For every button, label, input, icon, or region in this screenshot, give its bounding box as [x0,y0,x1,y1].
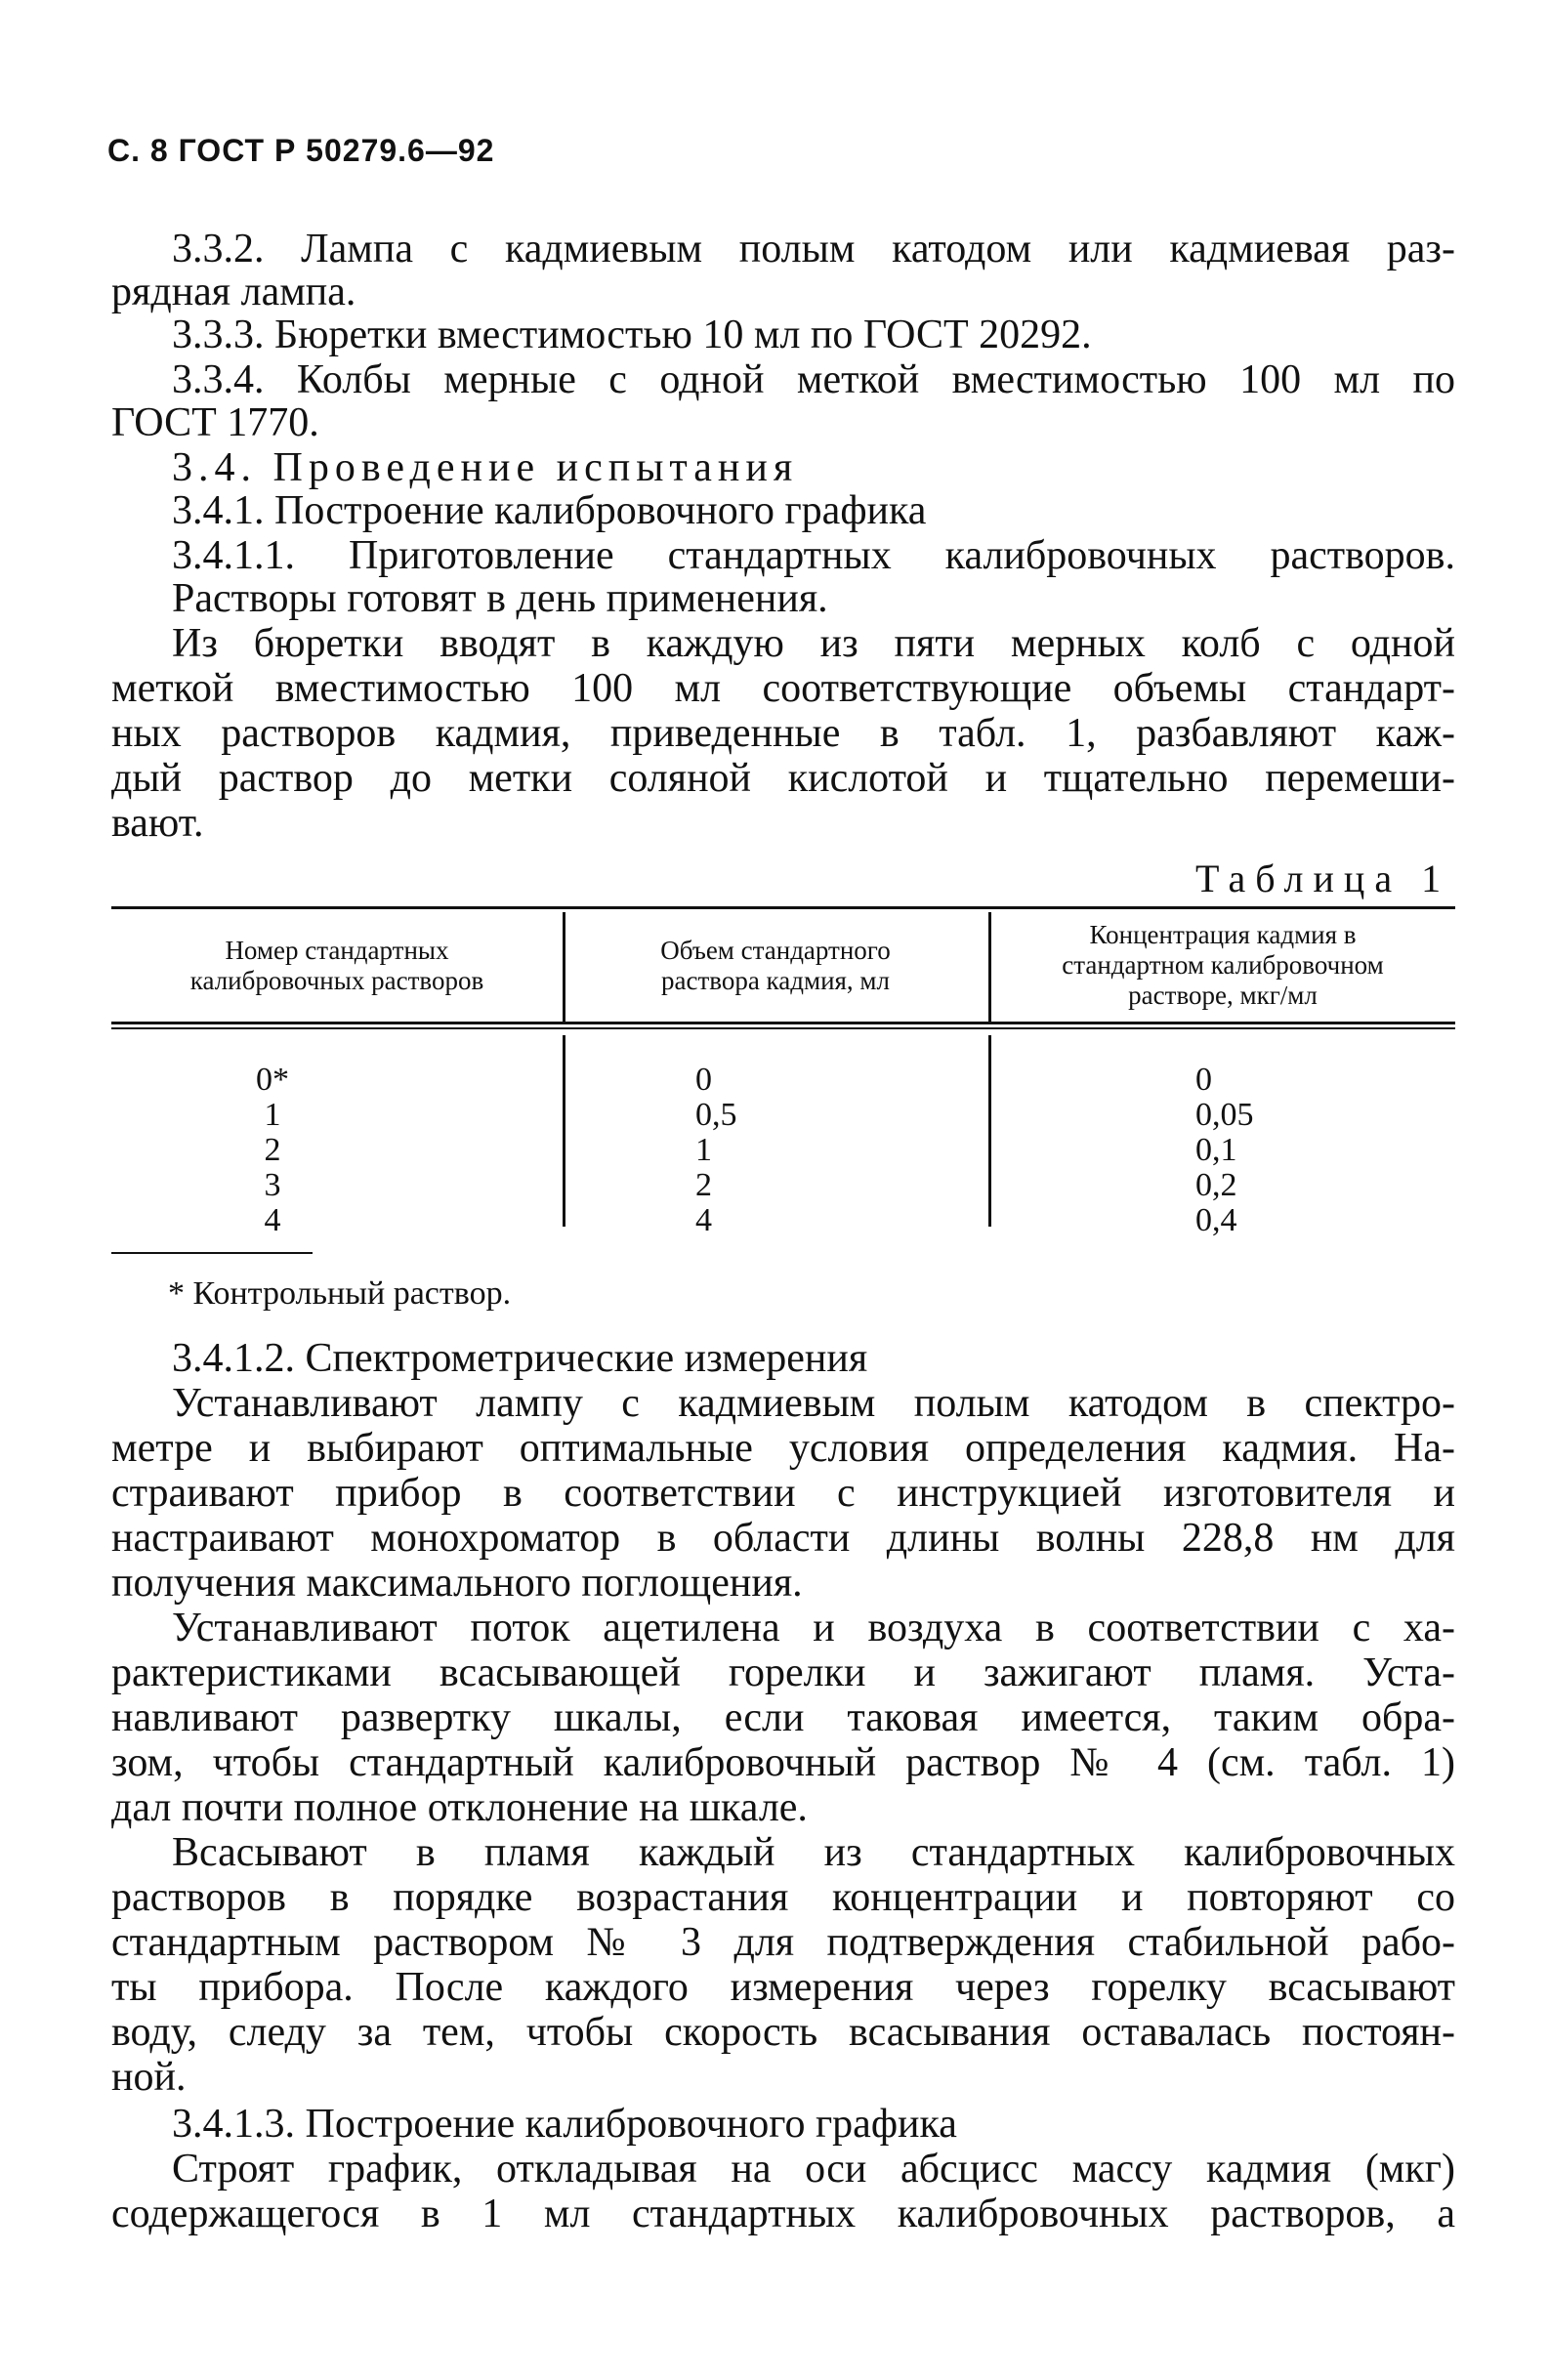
table-header-col-2-line-1: Объем стандартного [660,936,891,965]
para-a-line-2: метре и выбирают оптимальные условия определения кадмия. На- [111,1426,1455,1471]
table-cell: 1 [264,1097,281,1133]
table-cell: 2 [695,1167,712,1203]
table-vline-2-body [988,1035,991,1227]
table-cell: 0 [1195,1062,1212,1098]
table-header-col-1-line-1: Номер стандартных [225,936,449,965]
table-header-col-2-line-2: раствора кадмия, мл [660,966,890,995]
para-intro-line-3: ных растворов кадмия, приведенные в табл. 1, разбавляют каж- [111,711,1455,756]
table-cell: 0,05 [1195,1097,1254,1133]
para-b-line-5: дал почти полное отклонение на шкале. [111,1785,808,1830]
table-1 [111,906,1455,1238]
table-cell: 3 [264,1167,281,1203]
para-a-line-4: настраивают монохроматор в области длины волны 228,8 нм для [111,1516,1455,1561]
para-a-line-5: получения максимального поглощения. [111,1561,803,1606]
table-header-col-1 [111,936,563,996]
table-title: Таблица 1 [1195,856,1451,900]
para-c-line-5: воду, следу за тем, чтобы скорость всасывания оставалась постоян- [111,2010,1455,2055]
table-cell: 4 [264,1202,281,1238]
para-intro-line-2: меткой вместимостью 100 мл соответствующие объемы стандарт- [111,666,1455,711]
table-cell: 0,2 [1195,1167,1237,1203]
para-intro-line-4: дый раствор до метки соляной кислотой и тщательно перемеши- [111,756,1455,801]
para-3-3-4-line-1: 3.3.4. Колбы мерные с одной меткой вместимостью 100 мл по [172,357,1455,402]
table-header-col-2 [563,936,988,996]
para-3-3-4-line-2: ГОСТ 1770. [111,400,319,445]
table-footnote: * Контрольный раствор. [168,1275,512,1312]
table-col-2-values [695,1063,813,1238]
para-c-line-6: ной. [111,2055,187,2100]
table-header-col-3 [990,920,1455,1011]
para-b-line-3: навливают развертку шкалы, если таковая имеется, таким обра- [111,1695,1455,1740]
table-header-col-3-line-3: растворе, мкг/мл [1128,981,1318,1010]
table-header-col-3-line-1: Концентрация кадмия в [1089,920,1357,949]
para-3-4-1-1-line-1: 3.4.1.1. Приготовление стандартных калибровочных растворов. [172,533,1455,578]
table-cell: 4 [695,1202,712,1238]
para-intro-line-1: Из бюретки вводят в каждую из пяти мерных колб с одной [172,621,1455,666]
table-header-rule [111,1022,1455,1024]
table-cell: 1 [695,1132,712,1168]
table-header-rule-double [111,1027,1455,1029]
table-col-1-values [229,1063,316,1238]
para-d-line-2: содержащегося в 1 мл стандартных калибровочных растворов, а [111,2192,1455,2236]
table-top-rule [111,906,1455,909]
para-c-line-4: ты прибора. После каждого измерения через горелку всасывают [111,1965,1455,2010]
para-a-line-3: страивают прибор в соответствии с инструкцией изготовителя и [111,1471,1455,1516]
table-header-col-3-line-2: стандартном калибровочном [1062,950,1384,980]
table-vline-1-body [563,1035,565,1227]
para-b-line-4: зом, чтобы стандартный калибровочный раствор № 4 (см. табл. 1) [111,1740,1455,1785]
table-col-3-values [1195,1063,1313,1238]
section-3-4-1-heading: 3.4.1. Построение калибровочного графика [172,488,927,533]
table-cell: 2 [264,1132,281,1168]
para-d-line-1: Строят график, откладывая на оси абсцисс массу кадмия (мкг) [172,2147,1455,2192]
table-cell: 0 [695,1062,712,1098]
table-cell: 0,5 [695,1097,737,1133]
section-3-4-1-2-heading: 3.4.1.2. Спектрометрические измерения [172,1336,868,1381]
section-3-4-heading: 3.4. Проведение испытания [172,445,799,490]
page-header: С. 8 ГОСТ Р 50279.6—92 [107,133,495,168]
para-3-3-2-line-1: 3.3.2. Лампа с кадмиевым полым катодом или кадмиевая раз- [172,227,1455,271]
table-cell: 0,1 [1195,1132,1237,1168]
para-a-line-1: Устанавливают лампу с кадмиевым полым катодом в спектро- [172,1381,1455,1426]
para-c-line-2: растворов в порядке возрастания концентрации и повторяют со [111,1875,1455,1920]
para-b-line-2: рактеристиками всасывающей горелки и зажигают пламя. Уста- [111,1650,1455,1695]
para-b-line-1: Устанавливают поток ацетилена и воздуха в соответствии с ха- [172,1606,1455,1650]
para-c-line-1: Всасывают в пламя каждый из стандартных калибровочных [172,1830,1455,1875]
table-header-col-1-line-2: калибровочных растворов [189,966,484,995]
para-3-3-2-line-2: рядная лампа. [111,270,356,314]
section-3-4-1-3-heading: 3.4.1.3. Построение калибровочного графика [172,2102,957,2147]
table-cell: 0* [256,1062,289,1098]
table-cell: 0,4 [1195,1202,1237,1238]
para-intro-line-5: вают. [111,801,204,846]
para-c-line-3: стандартным раствором № 3 для подтверждения стабильной рабо- [111,1920,1455,1965]
para-3-4-1-1-line-2: Растворы готовят в день применения. [172,576,828,621]
para-3-3-3: 3.3.3. Бюретки вместимостью 10 мл по ГОСТ 20292. [172,313,1092,357]
footnote-rule [111,1252,313,1254]
